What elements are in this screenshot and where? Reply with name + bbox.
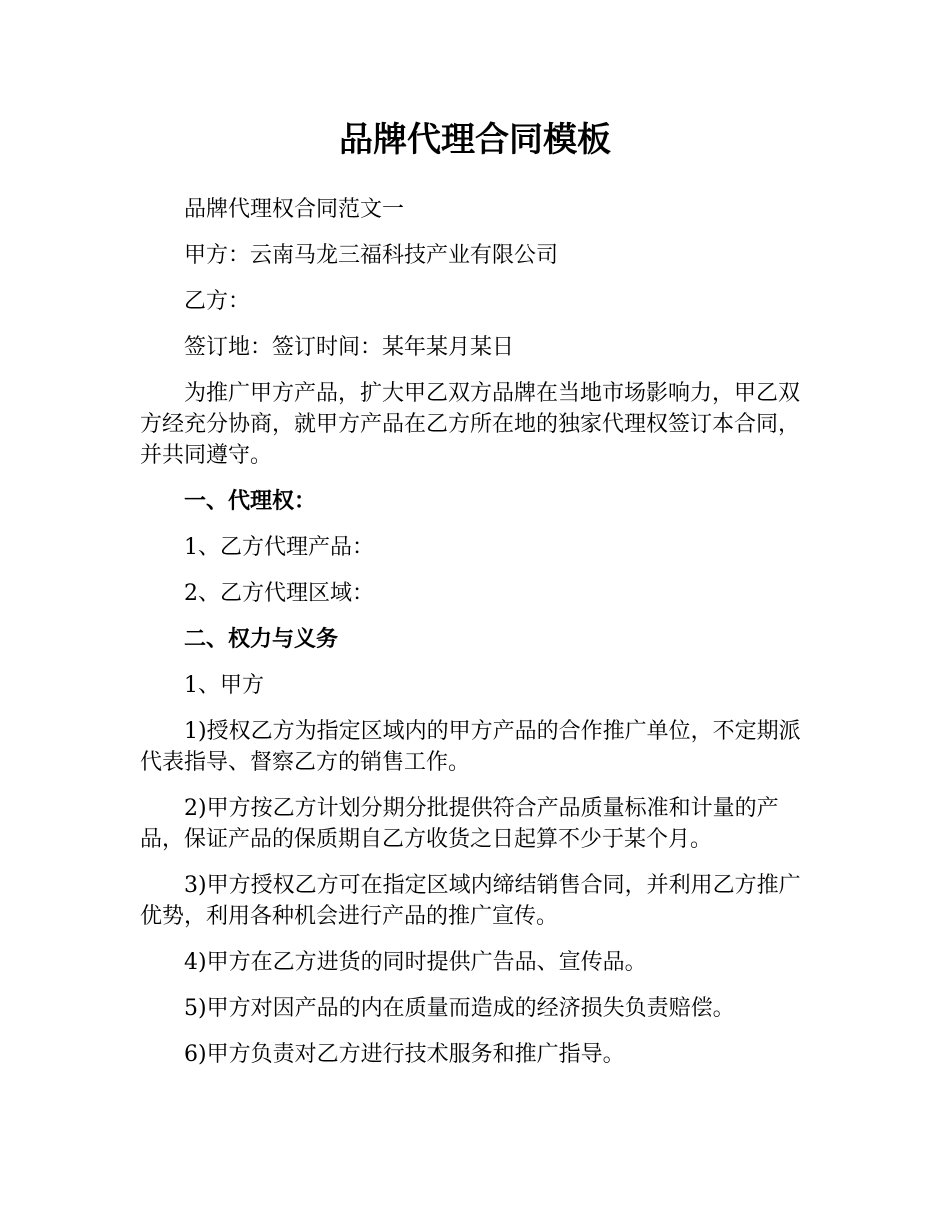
paragraph-clause-1: 1)授权乙方为指定区域内的甲方产品的合作推广单位，不定期派代表指导、督察乙方的销售工作。 bbox=[140, 719, 801, 775]
document-title: 品牌代理合同模板 bbox=[339, 120, 611, 160]
document-page bbox=[140, 110, 810, 1085]
paragraph-clause-2: 2)甲方按乙方计划分期分批提供符合产品质量标准和计量的产品，保证产品的保质期自乙方收货之日起算不少于某个月。 bbox=[140, 796, 779, 852]
section-heading-agency-rights: 一、代理权： bbox=[184, 489, 317, 514]
paragraph-contract-name: 品牌代理权合同范文一 bbox=[184, 197, 405, 222]
paragraph-clause-4: 4)甲方在乙方进货的同时提供广告品、宣传品。 bbox=[184, 950, 647, 975]
paragraph-party-b: 乙方： bbox=[184, 289, 251, 314]
paragraph-agency-region: 2、乙方代理区域： bbox=[184, 581, 374, 606]
section-heading-rights-obligations: 二、权力与义务 bbox=[184, 627, 339, 652]
document-body bbox=[140, 194, 810, 1070]
paragraph-party-a: 甲方：云南马龙三福科技产业有限公司 bbox=[184, 243, 559, 268]
paragraph-signing-info: 签订地：签订时间：某年某月某日 bbox=[184, 335, 515, 360]
paragraph-preamble: 为推广甲方产品，扩大甲乙双方品牌在当地市场影响力，甲乙双方经充分协商，就甲方产品在乙方所在地的独家代理权签订本合同，并共同遵守。 bbox=[140, 381, 801, 468]
paragraph-clause-6: 6)甲方负责对乙方进行技术服务和推广指导。 bbox=[184, 1042, 625, 1067]
paragraph-clause-5: 5)甲方对因产品的内在质量而造成的经济损失负责赔偿。 bbox=[184, 996, 735, 1021]
paragraph-clause-3: 3)甲方授权乙方可在指定区域内缔结销售合同，并利用乙方推广优势，利用各种机会进行产品的推广宣传。 bbox=[140, 873, 801, 929]
paragraph-party-a-subheading: 1、甲方 bbox=[184, 673, 264, 698]
paragraph-agency-product: 1、乙方代理产品： bbox=[184, 535, 374, 560]
